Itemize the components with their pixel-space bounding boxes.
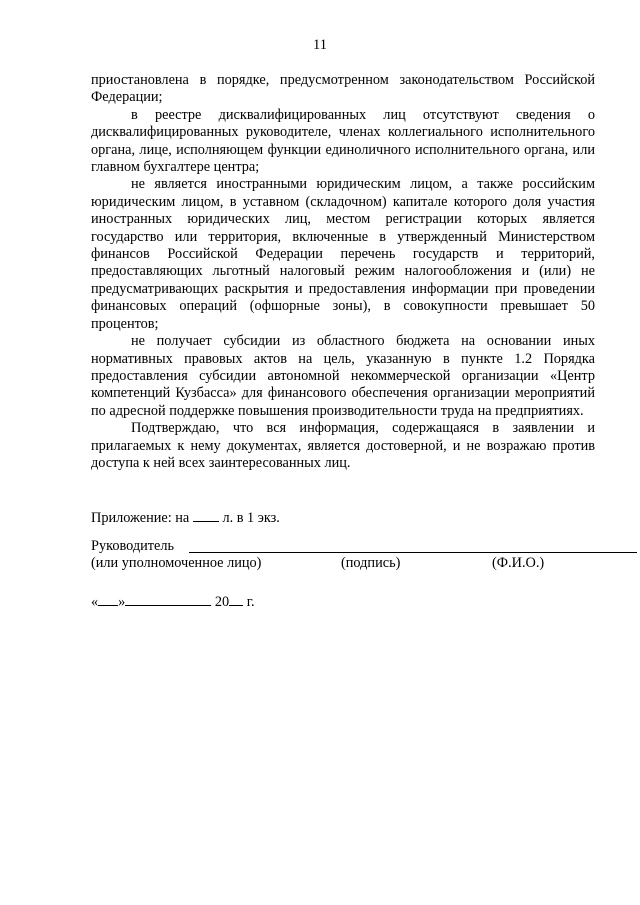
body-text [91,72,595,472]
name-caption: (Ф.И.О.) [492,555,545,571]
year-prefix: 20 [214,594,230,610]
paragraph-disqualified-registry: в реестре дисквалифицированных лиц отсутствуют сведения о дисквалифицированных руководителе, членах коллегиального исполнительного органа, лице, исполняющем функции единоличного исполнительного органа, или главном бухгалтере центра; [91,106,595,176]
signature-row [91,538,551,556]
attachment-pages-blank [193,508,219,522]
year-blank [229,592,243,606]
attachment-prefix: Приложение: на [91,510,190,526]
date-open-quote: « [91,594,99,610]
paragraph-foreign-entity: не является иностранными юридическим лицом, а также российским юридическим лицом, в уставном (складочном) капитале которого доля участия иностранных юридических лиц, местом регистрации которых является государство или территория, включенные в утвержденный Министерством финансов Российской Федерации перечень государств и территорий, предоставляющих льготный налоговый режим налогообложения и (или) не предусматривающих раскрытия и предоставления информации при проведении финансовых операций (офшорные зоны), в совокупности превышает 50 процентов; [91,176,595,332]
paragraph-suspension: приостановлена в порядке, предусмотренном законодательством Российской Федерации; [91,72,595,106]
attachment-line [91,508,280,527]
day-blank [98,592,118,606]
role-caption: (или уполномоченное лицо) [91,555,262,571]
head-label: Руководитель [91,538,175,554]
attachment-suffix: л. в 1 экз. [222,510,280,526]
page-number: 11 [313,37,327,53]
month-blank [125,592,211,606]
date-line [91,592,255,611]
paragraph-no-other-subsidies: не получает субсидии из областного бюджета на основании иных нормативных правовых актов на цель, указанную в пункте 1.2 Порядка предоставления субсидии автономной некоммерческой организации «Центр компетенций Кузбасса» для финансового обеспечения организации мероприятий по адресной поддержке повышения производительности труда на предприятиях. [91,333,595,419]
paragraph-confirmation: Подтверждаю, что вся информация, содержащаяся в заявлении и прилагаемых к нему документах, является достоверной, и не возражаю против доступа к ней всех заинтересованных лиц. [91,420,595,471]
signature-line [189,552,637,553]
sign-caption: (подпись) [341,555,401,571]
date-close-quote: » [118,594,126,610]
signature-captions [91,555,561,573]
year-suffix: г. [246,594,255,610]
